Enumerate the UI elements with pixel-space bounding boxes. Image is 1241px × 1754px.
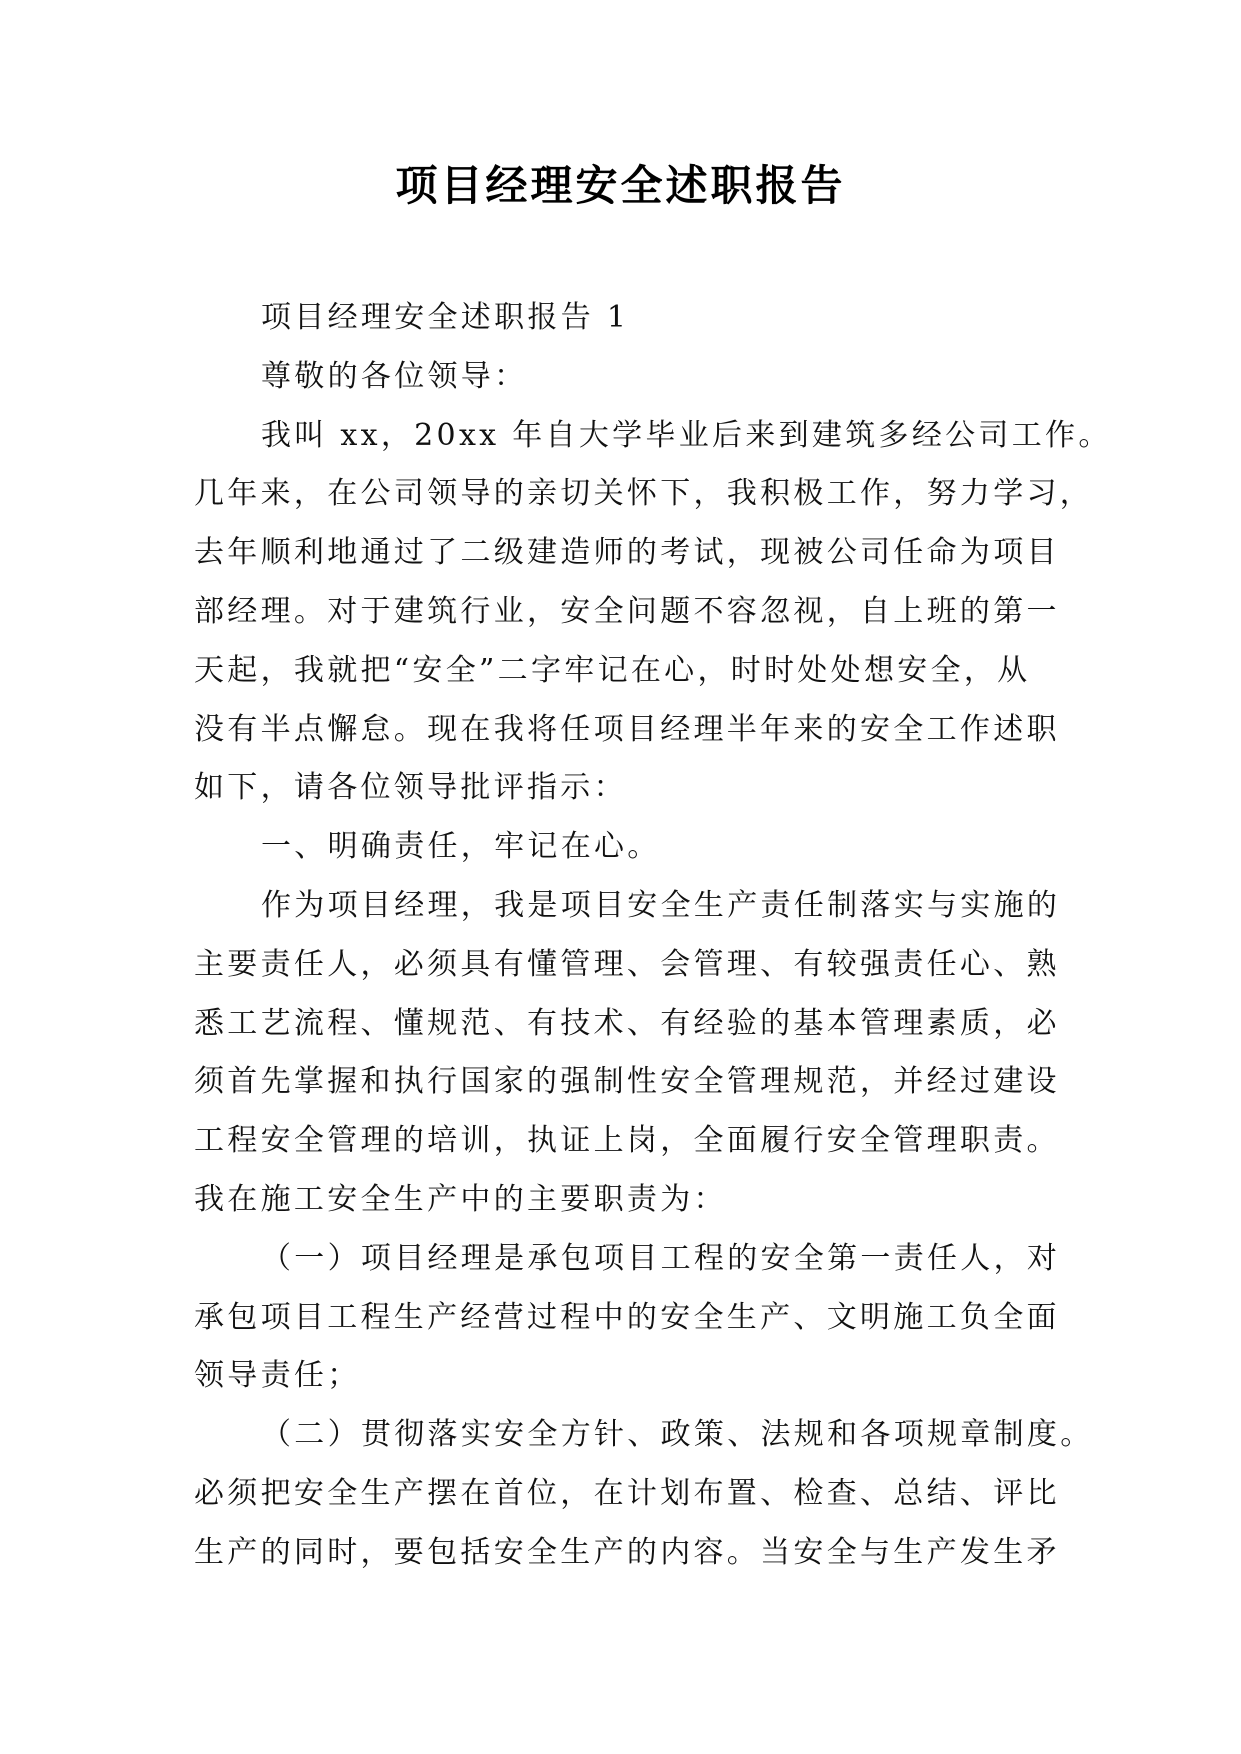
- paragraph-line: 生产的同时，要包括安全生产的内容。当安全与生产发生矛: [194, 1534, 1060, 1570]
- document-title: 项目经理安全述职报告: [395, 161, 846, 210]
- salutation: [194, 348, 1114, 407]
- paragraph-line: 工程安全管理的培训，执证上岗，全面履行安全管理职责。: [194, 1123, 1060, 1159]
- paragraph-line: 几年来，在公司领导的亲切关怀下，我积极工作，努力学习，: [194, 476, 1094, 512]
- section-heading: [194, 289, 1114, 348]
- paragraph: [194, 877, 1114, 1230]
- paragraph-line: 必须把安全生产摆在首位，在计划布置、检查、总结、评比: [194, 1475, 1060, 1511]
- paragraph-line: 尊敬的各位领导：: [261, 358, 528, 394]
- paragraph-line: 没有半点懈怠。现在我将任项目经理半年来的安全工作述职: [194, 711, 1060, 747]
- paragraph-line: （二）贯彻落实安全方针、政策、法规和各项规章制度。: [261, 1417, 1094, 1453]
- section-heading: [194, 818, 1114, 877]
- paragraph-line: 作为项目经理，我是项目安全生产责任制落实与实施的: [261, 887, 1061, 923]
- document-body: [194, 289, 1114, 1583]
- paragraph-line: 承包项目工程生产经营过程中的安全生产、文明施工负全面: [194, 1299, 1060, 1335]
- paragraph-line: 我在施工安全生产中的主要职责为：: [194, 1181, 727, 1217]
- list-item-paragraph: [194, 1230, 1114, 1406]
- paragraph-line: 去年顺利地通过了二级建造师的考试，现被公司任命为项目: [194, 535, 1060, 571]
- paragraph-line: 如下，请各位领导批评指示：: [194, 770, 627, 806]
- paragraph-line: 项目经理安全述职报告 1: [261, 300, 630, 335]
- paragraph: [194, 407, 1114, 819]
- paragraph-line: （一）项目经理是承包项目工程的安全第一责任人，对: [261, 1240, 1061, 1276]
- paragraph-line: 悉工艺流程、懂规范、有技术、有经验的基本管理素质，必: [194, 1005, 1060, 1041]
- paragraph-line: 天起，我就把“安全”二字牢记在心，时时处处想安全，从: [194, 652, 1031, 688]
- paragraph-line: 我叫 xx，20xx 年自大学毕业后来到建筑多经公司工作。: [261, 417, 1112, 453]
- paragraph-line: 部经理。对于建筑行业，安全问题不容忽视，自上班的第一: [194, 593, 1060, 629]
- paragraph-line: 领导责任；: [194, 1358, 361, 1394]
- paragraph-line: 须首先掌握和执行国家的强制性安全管理规范，并经过建设: [194, 1064, 1060, 1100]
- paragraph-line: 一、明确责任，牢记在心。: [261, 829, 661, 865]
- paragraph-line: 主要责任人，必须具有懂管理、会管理、有较强责任心、熟: [194, 946, 1060, 982]
- list-item-paragraph: [194, 1406, 1114, 1582]
